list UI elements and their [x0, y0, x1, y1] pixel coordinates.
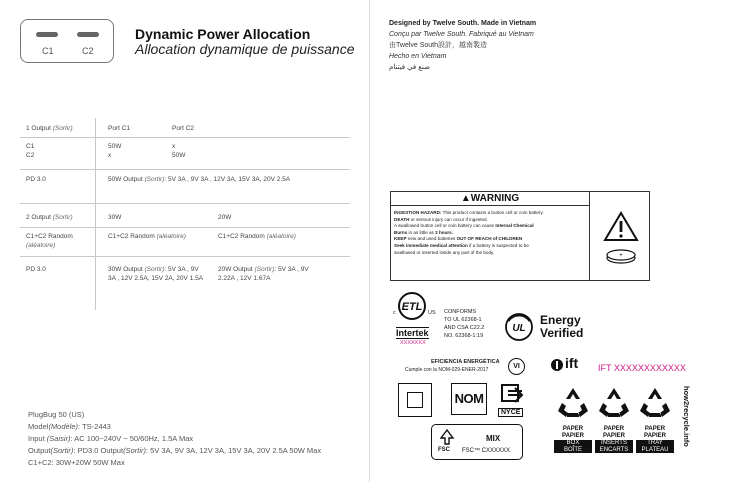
cell-c1-port2: x: [172, 143, 176, 150]
fsc-tree-icon: [438, 428, 456, 446]
cell-c1-port1: 50W: [108, 143, 122, 150]
cell-pd30: PD 3.0: [26, 176, 46, 183]
cell-random-c1: C1+C2 Random (aléatoire): [108, 233, 186, 240]
spec-combined: C1+C2: 30W+20W 50W Max: [28, 458, 125, 467]
intertek-code: XXXXXXX: [400, 340, 426, 346]
origin-zh: 由Twelve South設計，越南製造: [389, 42, 488, 49]
cell-random-c2: C1+C2 Random (aléatoire): [218, 233, 296, 240]
cell-1-output: 1 Output (Sortir): [26, 125, 73, 132]
cell-30w-output: 30W Output (Sortir): 5V 3A , 9V 3A , 12V 2.5A, 15V 2A, 20V 1.5A: [108, 266, 204, 282]
fsc-text: FSC: [438, 447, 450, 453]
port-c2-icon: [77, 32, 99, 37]
svg-text:ETL: ETL: [401, 301, 423, 313]
nyce-label: NYCE: [498, 408, 523, 417]
recycle-icon: [595, 385, 633, 421]
eficiencia-sub: Cumple con la NOM-029-ENER-2017: [405, 367, 489, 373]
origin-fr: Conçu par Twelve South. Fabriqué au Vietnam: [389, 31, 534, 38]
battery-hazard-icon: [603, 210, 639, 270]
cell-c2: C2: [26, 152, 35, 159]
ul-text: UL: [512, 323, 526, 334]
cell-50w-output: 50W Output (Sortir): 5V 3A , 9V 3A , 12V 3A, 15V 3A, 20V 2.5A: [108, 176, 291, 183]
cell-c2-port1: x: [108, 152, 112, 159]
cell-20w: 20W: [218, 214, 232, 221]
ift-logo-icon: [550, 358, 564, 372]
cell-pd30-2: PD 3.0: [26, 266, 46, 273]
title-french: Allocation dynamique de puissance: [135, 41, 355, 57]
fsc-label: [431, 424, 523, 460]
port-label-c1: C1: [42, 46, 54, 56]
origin-en: Designed by Twelve South. Made in Vietnam: [389, 20, 537, 27]
spec-output: Output(Sortir): PD3.0 Output(Sortir): 5V 3A, 9V 3A, 12V 3A, 15V 3A, 20V 2.5A 50W Max: [28, 446, 322, 455]
warning-title: ▲WARNING: [391, 192, 589, 206]
cell-c1: C1: [26, 143, 35, 150]
origin-ar: صنع في فيتنام: [389, 64, 431, 71]
recycle-labels: [554, 385, 674, 461]
spec-input: Input (Saisir): AC 100~240V ~ 50/60Hz, 1.5A Max: [28, 434, 194, 443]
eficiencia-title: EFICIENCIA ENERGÉTICA: [431, 359, 500, 365]
table-line: [20, 137, 350, 138]
cell-2-output: 2 Output (Sortir): [26, 214, 73, 221]
table-line: [20, 256, 350, 257]
spec-model: Model(Modèle): TS-2443: [28, 422, 111, 431]
spec-model-name: PlugBug 50 (US): [28, 410, 85, 419]
table-line: [20, 203, 350, 204]
port-c1-icon: [36, 32, 58, 37]
usb-c-ports-diagram: [20, 19, 114, 63]
battery-warning-box: [390, 191, 650, 281]
cell-random-label: C1+C2 Random (aléatoire): [26, 233, 73, 249]
ul-energy-icon: [504, 312, 534, 342]
port-label-c2: C2: [82, 46, 94, 56]
recycle-tray: PAPER PAPIER TRAY PLATEAU: [636, 385, 674, 453]
efficiency-level-badge: VI: [508, 358, 525, 375]
svg-text:+: +: [619, 253, 623, 259]
fsc-code: FSC™ CXXXXXX: [462, 448, 511, 454]
etl-conforms: CONFORMS TO UL 62368-1 AND CSA C22.2 NO. 62368-1:19: [444, 309, 485, 339]
nyce-logo-icon: [498, 381, 526, 409]
ift-logo-text: ift: [565, 355, 579, 371]
etl-c: c: [393, 310, 396, 316]
nom-mark: NOM: [451, 383, 487, 415]
page-divider: [369, 0, 370, 482]
cell-c2-port2: 50W: [172, 152, 186, 159]
how2recycle-label: how2recycle.info: [682, 386, 691, 447]
title-english: Dynamic Power Allocation: [135, 26, 311, 42]
cell-30w: 30W: [108, 214, 122, 221]
fsc-mix: MIX: [486, 434, 501, 443]
etl-mark-icon: [394, 291, 430, 321]
table-line: [20, 227, 350, 228]
origin-es: Hecho en Vietnam: [389, 53, 447, 60]
recycle-icon: [554, 385, 592, 421]
cell-port-c2: Port C2: [172, 125, 195, 132]
table-line: [20, 169, 350, 170]
recycle-inserts: PAPER PAPIER INSERTS ENCARTS: [595, 385, 633, 453]
ift-code: IFT XXXXXXXXXXXX: [598, 363, 686, 373]
how2recycle-wrap: [680, 386, 692, 462]
table-column-line: [95, 118, 96, 310]
warning-separator: [589, 192, 590, 280]
recycle-box: PAPER PAPIER BOX BOÎTE: [554, 385, 592, 453]
energy-verified-label: Energy Verified: [540, 313, 584, 340]
double-insulation-icon: [398, 383, 432, 417]
cell-port-c1: Port C1: [108, 125, 131, 132]
recycle-icon: [636, 385, 674, 421]
cell-20w-output: 20W Output (Sortir): 5V 3A , 9V 2.22A , 12V 1.67A: [218, 266, 309, 282]
etl-us: US: [428, 310, 436, 316]
warning-text: INGESTION HAZARD: This product contains a button cell or coin battery. DEATH or serious injury can occur if ingested. A swallowed button cell or coin battery can cause Internal Chemical Burns in as little as 2 hours. KEEP new and used batteries OUT OF REACH of CHILDREN Seek immediate medical attention if a battery is suspected to be swallowed or inserted inside any part of the body.: [394, 210, 544, 255]
intertek-label: Intertek: [396, 328, 429, 338]
